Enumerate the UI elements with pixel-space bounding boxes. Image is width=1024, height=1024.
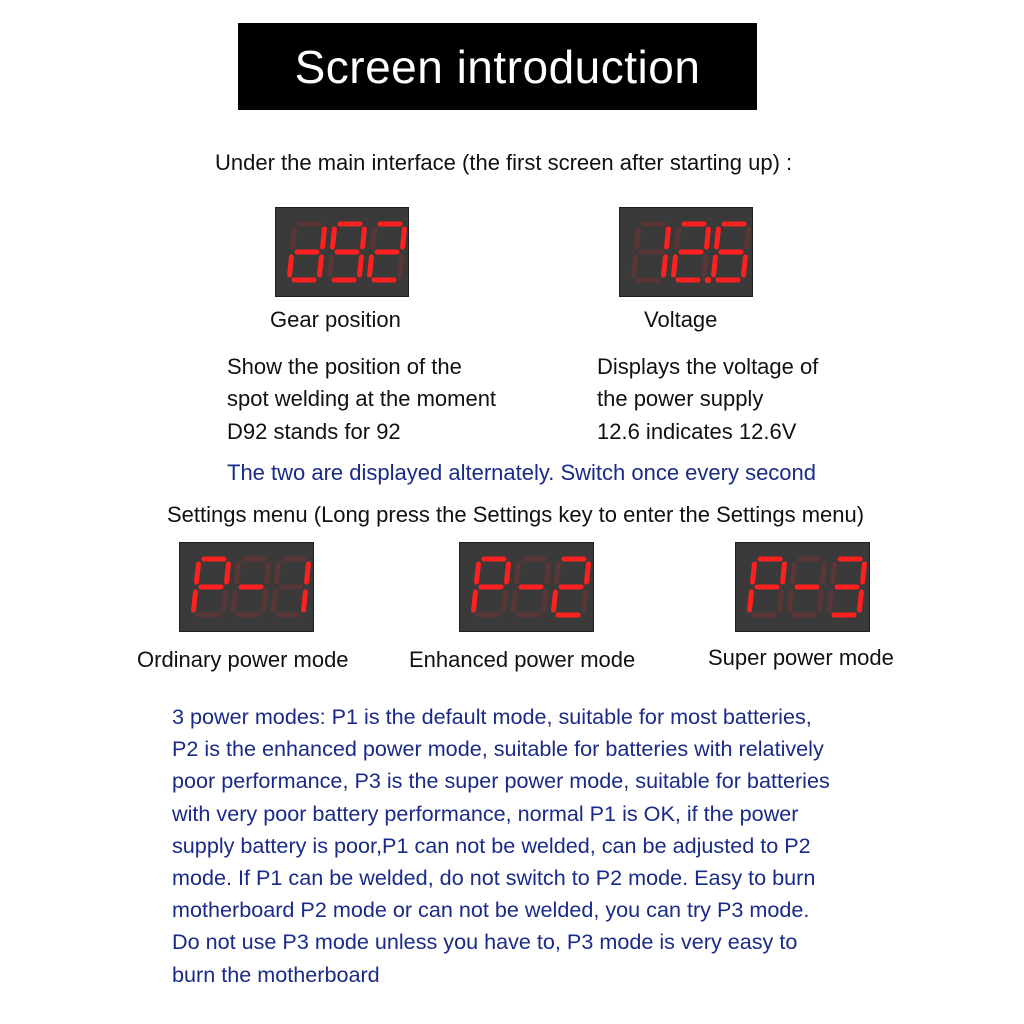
segment-b bbox=[227, 564, 229, 582]
segment-f bbox=[833, 564, 835, 582]
description-line: motherboard P2 mode or can not be welded, you can try P3 mode. bbox=[172, 897, 810, 923]
segment-f bbox=[477, 564, 479, 582]
segment-b bbox=[403, 229, 405, 247]
voltage-digits bbox=[620, 208, 752, 296]
segment-e bbox=[474, 592, 476, 610]
description-line: poor performance, P3 is the super power mode, suitable for batteries bbox=[172, 768, 830, 794]
mode-p3-display bbox=[735, 542, 870, 632]
segment-f bbox=[333, 229, 335, 247]
segment-c bbox=[224, 592, 226, 610]
segment-c bbox=[360, 257, 362, 275]
mode-label-p1: Ordinary power mode bbox=[137, 647, 349, 672]
description-line: supply battery is poor,P1 can not be welded, can be adjusted to P2 bbox=[172, 832, 811, 858]
mode-p2-display bbox=[459, 542, 594, 632]
segment-f bbox=[637, 229, 639, 247]
gear-desc-line: Show the position of the bbox=[227, 354, 462, 379]
description-line: with very poor battery performance, normal P1 is OK, if the power bbox=[172, 800, 799, 826]
segment-e bbox=[554, 592, 556, 610]
segment-b bbox=[587, 564, 589, 582]
alternate-note: The two are displayed alternately. Switch once every second bbox=[227, 460, 817, 485]
segment-e bbox=[234, 592, 236, 610]
segment-b bbox=[363, 229, 365, 247]
segment-e bbox=[634, 257, 636, 275]
title-banner bbox=[238, 23, 757, 110]
decimal-point bbox=[705, 277, 711, 283]
segment-b bbox=[667, 229, 669, 247]
segment-c bbox=[584, 592, 586, 610]
segment-f bbox=[293, 229, 295, 247]
segment-e bbox=[274, 592, 276, 610]
segment-e bbox=[290, 257, 292, 275]
mode-p1-digits bbox=[180, 543, 313, 631]
mode-p3-digits bbox=[736, 543, 869, 631]
segment-c bbox=[780, 592, 782, 610]
description-line: P2 is the enhanced power mode, suitable for batteries with relatively bbox=[172, 736, 824, 762]
page-title: Screen introduction bbox=[294, 40, 701, 93]
segment-e bbox=[750, 592, 752, 610]
segment-f bbox=[677, 229, 679, 247]
description-line: mode. If P1 can be welded, do not switch to P2 mode. Easy to burn bbox=[172, 865, 816, 891]
intro-text: Under the main interface (the first screen after starting up) : bbox=[215, 150, 793, 175]
segment-f bbox=[753, 564, 755, 582]
segment-b bbox=[823, 564, 825, 582]
segment-e bbox=[330, 257, 332, 275]
gear-position-label: Gear position bbox=[270, 307, 401, 332]
segment-c bbox=[264, 592, 266, 610]
segment-c bbox=[820, 592, 822, 610]
description-line: Do not use P3 mode unless you have to, P3 mode is very easy to bbox=[172, 929, 798, 955]
segment-f bbox=[237, 564, 239, 582]
segment-f bbox=[373, 229, 375, 247]
segment-b bbox=[783, 564, 785, 582]
segment-b bbox=[323, 229, 325, 247]
description-line: burn the motherboard bbox=[172, 961, 380, 987]
segment-c bbox=[704, 257, 706, 275]
segment-f bbox=[717, 229, 719, 247]
segment-f bbox=[793, 564, 795, 582]
segment-c bbox=[744, 257, 746, 275]
mode-label-p3: Super power mode bbox=[708, 645, 894, 670]
segment-c bbox=[304, 592, 306, 610]
segment-b bbox=[747, 229, 749, 247]
segment-e bbox=[194, 592, 196, 610]
segment-b bbox=[307, 564, 309, 582]
settings-heading: Settings menu (Long press the Settings key to enter the Settings menu) bbox=[167, 502, 865, 527]
segment-b bbox=[863, 564, 865, 582]
segment-f bbox=[197, 564, 199, 582]
mode-p1-display bbox=[179, 542, 314, 632]
segment-e bbox=[714, 257, 716, 275]
gear-position-display bbox=[275, 207, 409, 297]
segment-e bbox=[830, 592, 832, 610]
segment-e bbox=[514, 592, 516, 610]
segment-e bbox=[370, 257, 372, 275]
voltage-desc-line: the power supply bbox=[597, 386, 764, 411]
gear-desc-line: D92 stands for 92 bbox=[227, 419, 401, 444]
voltage-desc-line: Displays the voltage of bbox=[597, 354, 819, 379]
gear-position-digits bbox=[276, 208, 408, 296]
segment-f bbox=[277, 564, 279, 582]
segment-b bbox=[707, 229, 709, 247]
voltage-display bbox=[619, 207, 753, 297]
segment-e bbox=[674, 257, 676, 275]
segment-b bbox=[267, 564, 269, 582]
segment-c bbox=[544, 592, 546, 610]
power-modes-description bbox=[172, 701, 830, 991]
segment-c bbox=[320, 257, 322, 275]
segment-b bbox=[547, 564, 549, 582]
description-line: 3 power modes: P1 is the default mode, suitable for most batteries, bbox=[172, 704, 812, 729]
mode-label-p2: Enhanced power mode bbox=[409, 647, 636, 672]
segment-e bbox=[790, 592, 792, 610]
segment-c bbox=[400, 257, 402, 275]
segment-c bbox=[664, 257, 666, 275]
mode-p2-digits bbox=[460, 543, 593, 631]
voltage-label: Voltage bbox=[644, 307, 718, 332]
segment-c bbox=[504, 592, 506, 610]
gear-desc-line: spot welding at the moment bbox=[227, 386, 497, 411]
segment-f bbox=[517, 564, 519, 582]
segment-b bbox=[507, 564, 509, 582]
voltage-desc-line: 12.6 indicates 12.6V bbox=[597, 419, 797, 444]
segment-f bbox=[557, 564, 559, 582]
segment-c bbox=[860, 592, 862, 610]
